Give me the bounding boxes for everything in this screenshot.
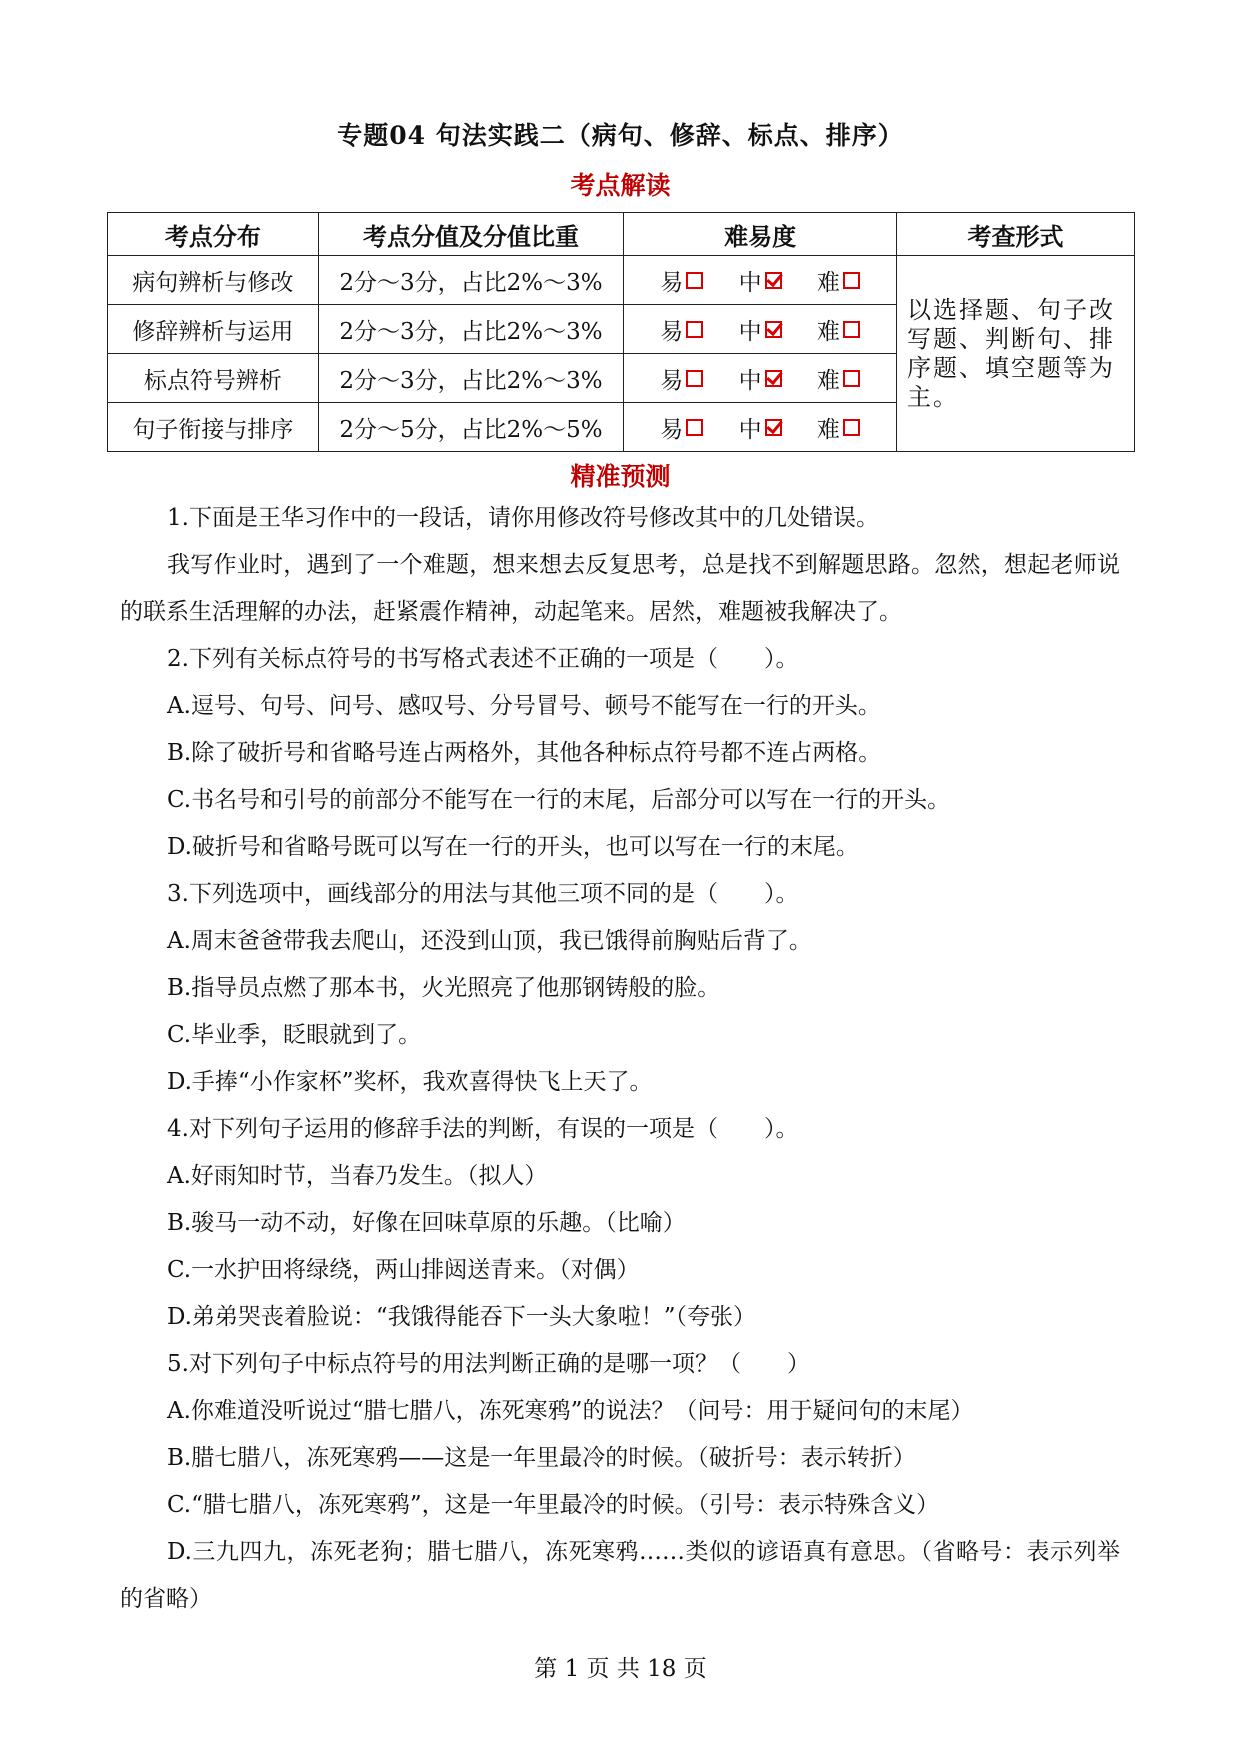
table-header-row [108,213,1135,256]
checked-box-icon [765,321,782,338]
question-line: 3.下列选项中，画线部分的用法与其他三项不同的是（ ）。 [167,881,799,907]
exam-points-table [107,212,1135,452]
questions-body [120,495,1120,1623]
option-line: A.好雨知时节，当春乃发生。（拟人） [167,1163,548,1189]
level-medium-label: 中 [738,367,762,394]
option-line: D.手捧“小作家杯”奖杯，我欢喜得快飞上天了。 [167,1069,653,1095]
level-easy-label: 易 [660,416,684,443]
level-medium-label: 中 [738,416,762,443]
unchecked-box-icon [686,321,703,338]
question-line: 2.下列有关标点符号的书写格式表述不正确的一项是（ ）。 [167,646,799,672]
header-difficulty: 难易度 [624,213,897,256]
option-line: B.腊七腊八，冻死寒鸦——这是一年里最冷的时候。（破折号：表示转折） [167,1445,916,1471]
option-line: B.除了破折号和省略号连占两格外，其他各种标点符号都不连占两格。 [167,740,882,766]
level-hard-label: 难 [816,318,840,345]
checked-box-icon [765,419,782,436]
option-line: B.骏马一动不动，好像在回味草原的乐趣。（比喻） [167,1210,686,1236]
level-easy-label: 易 [660,318,684,345]
question-line: 1.下面是王华习作中的一段话，请你用修改符号修改其中的几处错误。 [167,505,879,531]
question-line: 4.对下列句子运用的修辞手法的判断，有误的一项是（ ）。 [167,1116,799,1142]
unchecked-box-icon [686,370,703,387]
level-hard-label: 难 [816,416,840,443]
level-hard-label: 难 [816,367,840,394]
section-heading-kaodian: 考点解读 [570,171,671,200]
form-cell: 以选择题、句子改写题、判断句、排序题、填空题等为主。 [896,256,1134,452]
topic-cell: 标点符号辨析 [108,354,319,403]
question-paragraph: 我写作业时，遇到了一个难题，想来想去反复思考，总是找不到解题思路。忽然，想起老师说的联系生活理解的办法，赶紧震作精神，动起笔来。居然，难题被我解决了。 [120,552,1120,625]
option-line: C.一水护田将绿绕，两山排闼送青来。（对偶） [167,1257,640,1283]
section-heading-yuce: 精准预测 [570,462,671,491]
unchecked-box-icon [843,272,860,289]
difficulty-cell [624,403,897,452]
option-line: A.逗号、句号、问号、感叹号、分号冒号、顿号不能写在一行的开头。 [167,693,881,719]
difficulty-cell [624,354,897,403]
checked-box-icon [765,370,782,387]
difficulty-cell [624,256,897,305]
page-title: 专题04 句法实践二（病句、修辞、标点、排序） [337,121,904,150]
score-cell: 2分～3分，占比2%～3% [318,354,623,403]
level-easy-label: 易 [660,367,684,394]
topic-cell: 修辞辨析与运用 [108,305,319,354]
option-line: C.书名号和引号的前部分不能写在一行的末尾，后部分可以写在一行的开头。 [167,787,951,813]
option-line: A.周末爸爸带我去爬山，还没到山顶，我已饿得前胸贴后背了。 [167,928,812,954]
option-line: D.破折号和省略号既可以写在一行的开头，也可以写在一行的末尾。 [167,834,859,860]
topic-cell: 句子衔接与排序 [108,403,319,452]
difficulty-cell [624,305,897,354]
option-line: A.你难道没听说过“腊七腊八，冻死寒鸦”的说法？（问号：用于疑问句的末尾） [167,1398,974,1424]
option-line: B.指导员点燃了那本书，火光照亮了他那钢铸般的脸。 [167,975,721,1001]
option-line: C.毕业季，眨眼就到了。 [167,1022,422,1048]
level-medium-label: 中 [738,269,762,296]
option-line: D.三九四九，冻死老狗；腊七腊八，冻死寒鸦……类似的谚语真有意思。（省略号：表示列举的省略） [120,1539,1120,1612]
level-medium-label: 中 [738,318,762,345]
unchecked-box-icon [686,272,703,289]
score-cell: 2分～3分，占比2%～3% [318,256,623,305]
header-score: 考点分值及分值比重 [318,213,623,256]
option-line: C.“腊七腊八，冻死寒鸦”，这是一年里最冷的时候。（引号：表示特殊含义） [167,1492,940,1518]
score-cell: 2分～3分，占比2%～3% [318,305,623,354]
page-footer: 第 1 页 共 18 页 [534,1656,707,1682]
level-easy-label: 易 [660,269,684,296]
unchecked-box-icon [843,321,860,338]
checked-box-icon [765,272,782,289]
unchecked-box-icon [843,370,860,387]
level-hard-label: 难 [816,269,840,296]
topic-cell: 病句辨析与修改 [108,256,319,305]
unchecked-box-icon [686,419,703,436]
question-line: 5.对下列句子中标点符号的用法判断正确的是哪一项？（ ） [167,1351,810,1377]
score-cell: 2分～5分，占比2%～5% [318,403,623,452]
unchecked-box-icon [843,419,860,436]
table-row [108,256,1135,305]
option-line: D.弟弟哭丧着脸说：“我饿得能吞下一头大象啦！”（夸张） [167,1304,756,1330]
header-form: 考查形式 [896,213,1134,256]
header-topic: 考点分布 [108,213,319,256]
